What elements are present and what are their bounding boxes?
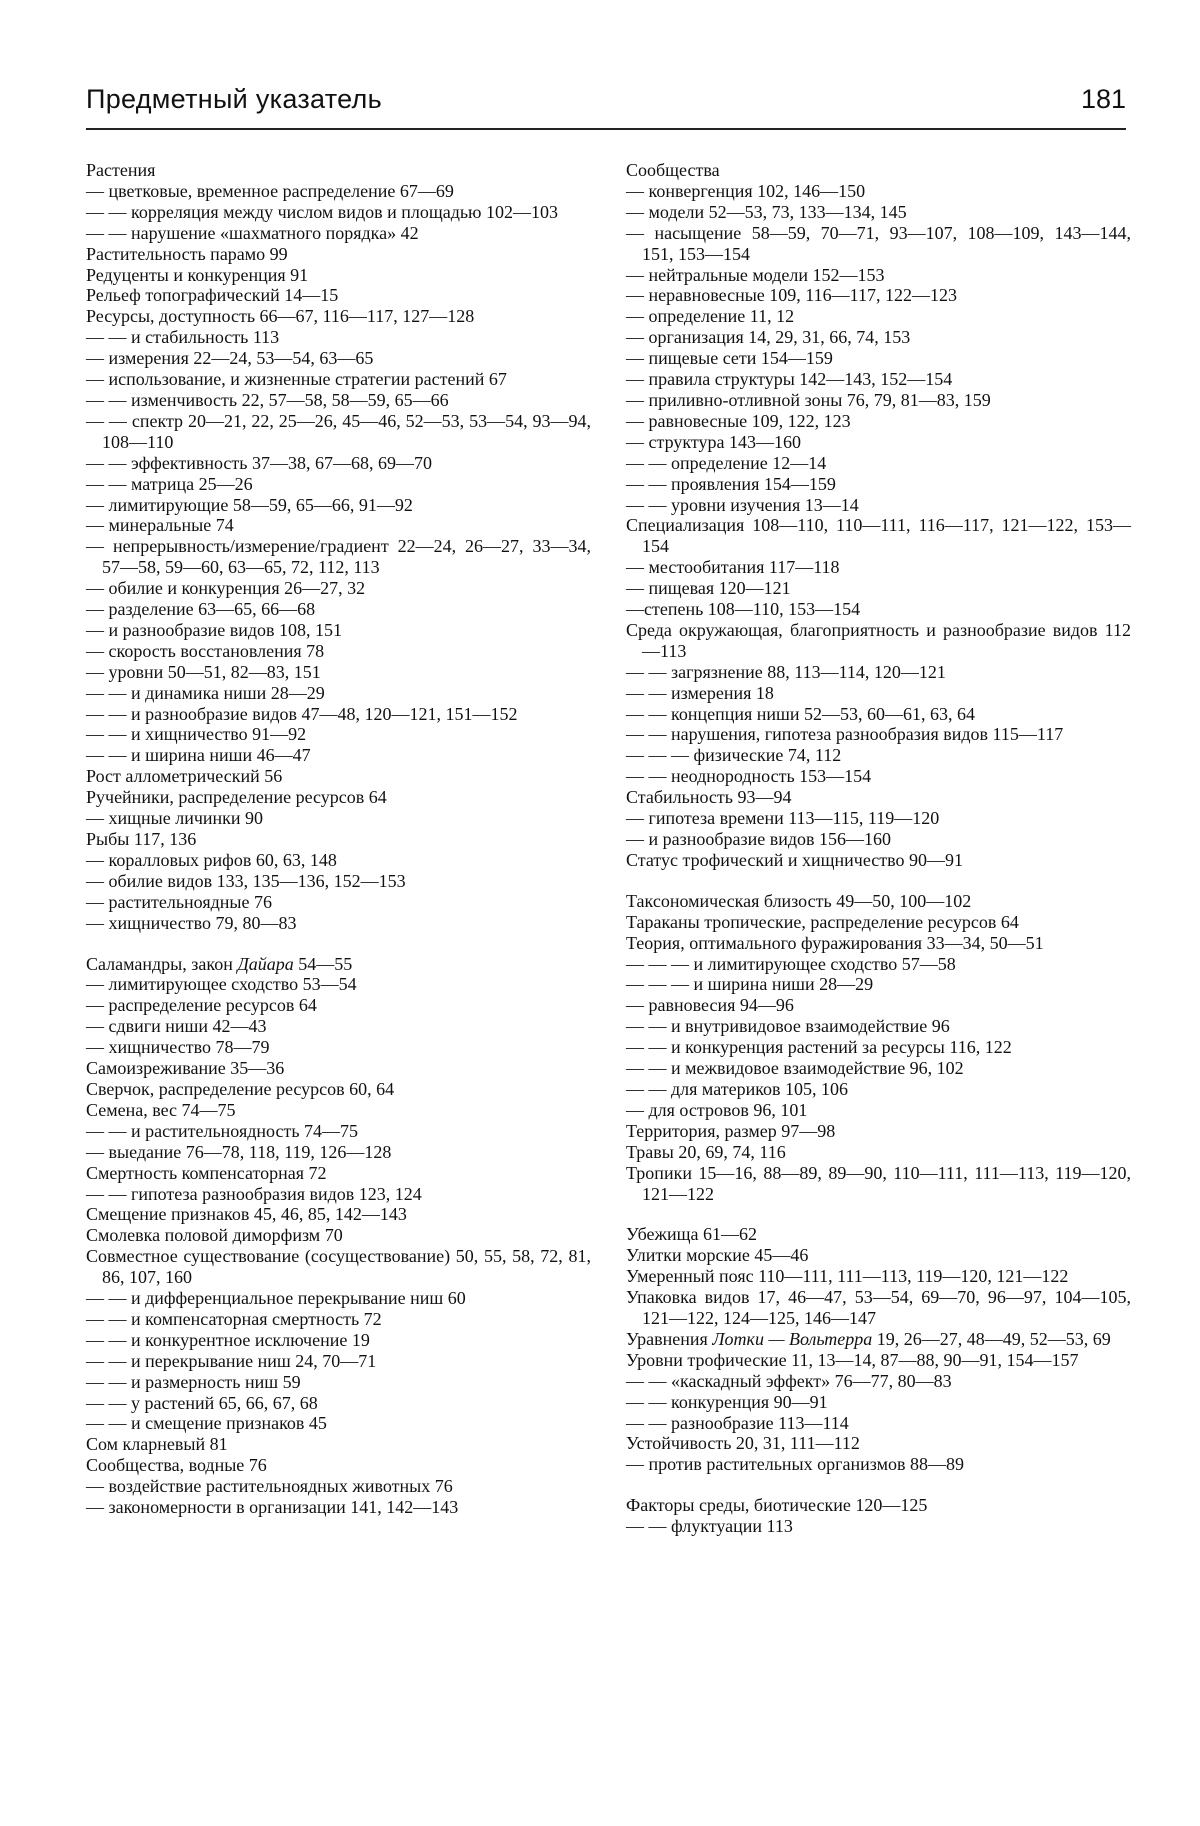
- entry-text: — — и растительноядность 74—75: [86, 1120, 359, 1141]
- index-entry: [626, 432, 1131, 453]
- entry-text: Сом кларневый 81: [86, 1434, 228, 1455]
- index-entry: [626, 850, 1131, 871]
- entry-text: — — эффективность 37—38, 67—68, 69—70: [86, 452, 432, 473]
- index-entry: [626, 348, 1131, 369]
- entry-text: — гипотеза времени 113—115, 119—120: [626, 808, 940, 829]
- entry-text: — выедание 76—78, 118, 119, 126—128: [86, 1141, 392, 1162]
- index-entry: [626, 1121, 1131, 1142]
- index-entry: [86, 766, 591, 787]
- entry-text: Таксономическая близость 49—50, 100—102: [626, 890, 972, 911]
- entry-text: — непрерывность/измерение/градиент 22—24, 26—27, 33—34, 57—58, 59—60, 63—65, 72, 112, 113: [86, 536, 591, 578]
- entry-text: — равновесия 94—96: [626, 995, 794, 1016]
- entry-text: — правила структуры 142—143, 152—154: [626, 369, 953, 390]
- index-entry: [626, 1079, 1131, 1100]
- entry-text: Умеренный пояс 110—111, 111—113, 119—120, 121—122: [626, 1266, 1069, 1287]
- entry-text: — лимитирующие 58—59, 65—66, 91—92: [86, 494, 413, 515]
- index-entry: [626, 829, 1131, 850]
- entry-text: — — измерения 18: [626, 682, 774, 703]
- entry-text: — — и внутривидовое взаимодействие 96: [626, 1016, 950, 1037]
- entry-text: — приливно-отливной зоны 76, 79, 81—83, 159: [626, 389, 991, 410]
- index-entry: [86, 495, 591, 516]
- index-entry: [626, 683, 1131, 704]
- entry-text: — растительноядные 76: [86, 891, 272, 912]
- entry-text: Специализация 108—110, 110—111, 116—117, 121—122, 153—154: [626, 515, 1131, 557]
- entry-text: Растения: [86, 160, 156, 180]
- entry-text: — и разнообразие видов 156—160: [626, 829, 892, 849]
- entry-text: — — нарушения, гипотеза разнообразия видов 115—117: [626, 724, 1064, 745]
- index-entry: [86, 348, 591, 369]
- index-entry: [86, 995, 591, 1016]
- index-entry: [86, 620, 591, 641]
- entry-text: Тараканы тропические, распределение ресурсов 64: [626, 911, 1019, 932]
- index-entry: [626, 306, 1131, 327]
- index-entry: [86, 390, 591, 411]
- entry-text: — — для материков 105, 106: [626, 1078, 849, 1099]
- index-entry: [626, 1224, 1131, 1245]
- index-entry: [626, 411, 1131, 432]
- index-entry: [626, 1433, 1131, 1454]
- index-entry: [86, 223, 591, 244]
- index-entry: [626, 1454, 1131, 1475]
- index-entry: [86, 641, 591, 662]
- entry-text: — — загрязнение 88, 113—114, 120—121: [626, 661, 946, 682]
- section-gap: [626, 1475, 1131, 1495]
- index-entry: [86, 1455, 591, 1476]
- entry-text: — обилие и конкуренция 26—27, 32: [86, 578, 366, 599]
- index-entry: [86, 1413, 591, 1434]
- index-entry: [86, 411, 591, 453]
- index-entry: [626, 974, 1131, 995]
- index-entry: [86, 1393, 591, 1414]
- index-entry: [626, 1371, 1131, 1392]
- index-entry: [626, 327, 1131, 348]
- entry-text: Семена, вес 74—75: [86, 1099, 236, 1120]
- entry-text: — — и компенсаторная смертность 72: [86, 1308, 382, 1329]
- index-entry: [86, 1288, 591, 1309]
- entry-text: Убежища 61—62: [626, 1224, 757, 1245]
- entry-text: Уравнения: [626, 1328, 713, 1349]
- page-header: [86, 84, 1126, 130]
- index-entry: [86, 1184, 591, 1205]
- index-entry: [86, 1058, 591, 1079]
- index-entry: [86, 515, 591, 536]
- index-entry: [86, 1163, 591, 1184]
- index-entry: [626, 620, 1131, 662]
- index-entry: [626, 1142, 1131, 1163]
- entry-text: — конвергенция 102, 146—150: [626, 180, 866, 201]
- entry-text: — — и хищничество 91—92: [86, 724, 307, 745]
- entry-text: — и разнообразие видов 108, 151: [86, 619, 343, 640]
- index-entry: [626, 578, 1131, 599]
- entry-text: — — и стабильность 113: [86, 327, 280, 348]
- entry-text: — закономерности в организации 141, 142—143: [86, 1497, 459, 1518]
- index-entry: [626, 662, 1131, 683]
- index-entry: [86, 1476, 591, 1497]
- index-entry: [626, 202, 1131, 223]
- index-column-left: [86, 160, 591, 1518]
- index-entry: [86, 265, 591, 286]
- entry-text: — минеральные 74: [86, 515, 234, 536]
- entry-text: — пищевые сети 154—159: [626, 348, 833, 369]
- entry-text: — — конкуренция 90—91: [626, 1391, 828, 1412]
- entry-text: — организация 14, 29, 31, 66, 74, 153: [626, 327, 911, 348]
- entry-text: Территория, размер 97—98: [626, 1120, 836, 1141]
- index-entry: [86, 745, 591, 766]
- index-entry: [86, 1225, 591, 1246]
- section-gap: [626, 871, 1131, 891]
- index-entry: [626, 704, 1131, 725]
- entry-text: — обилие видов 133, 135—136, 152—153: [86, 870, 406, 891]
- entry-text: Улитки морские 45—46: [626, 1245, 809, 1266]
- entry-text: — уровни 50—51, 82—83, 151: [86, 661, 321, 682]
- entry-text: — скорость восстановления 78: [86, 640, 325, 661]
- entry-text: — — и смещение признаков 45: [86, 1413, 327, 1434]
- index-entry: [626, 933, 1131, 954]
- entry-text: Самоизреживание 35—36: [86, 1058, 285, 1079]
- index-entry: [626, 181, 1131, 202]
- index-entry: [86, 244, 591, 265]
- index-entry: [626, 787, 1131, 808]
- entry-text: — — «каскадный эффект» 76—77, 80—83: [626, 1370, 952, 1391]
- index-entry: [86, 1497, 591, 1518]
- index-entry: [626, 766, 1131, 787]
- entry-text: Упаковка видов 17, 46—47, 53—54, 69—70, 96—97, 104—105, 121—122, 124—125, 146—147: [626, 1287, 1131, 1329]
- entry-text: — — — физические 74, 112: [626, 745, 842, 766]
- index-entry: [86, 1100, 591, 1121]
- index-entry: [626, 390, 1131, 411]
- index-entry: [626, 745, 1131, 766]
- index-entry: [86, 913, 591, 934]
- entry-text: — хищные личинки 90: [86, 808, 264, 829]
- entry-text: — модели 52—53, 73, 133—134, 145: [626, 201, 907, 222]
- index-entry: [86, 160, 591, 181]
- entry-text: — — и конкуренция растений за ресурсы 116, 122: [626, 1037, 1012, 1058]
- entry-text: Сообщества, водные 76: [86, 1455, 267, 1476]
- index-entry: [626, 474, 1131, 495]
- index-entry: [626, 1245, 1131, 1266]
- index-entry: [86, 1121, 591, 1142]
- entry-text: Совместное существование (сосуществование) 50, 55, 58, 72, 81, 86, 107, 160: [86, 1246, 591, 1288]
- entry-text: Устойчивость 20, 31, 111—112: [626, 1433, 860, 1454]
- entry-text: Рыбы 117, 136: [86, 829, 197, 849]
- index-entry: [86, 1330, 591, 1351]
- index-entry: [86, 1372, 591, 1393]
- index-entry: [86, 1246, 591, 1288]
- index-entry: [626, 223, 1131, 265]
- entry-italic-name: Дайара: [237, 953, 294, 974]
- entry-text: —степень 108—110, 153—154: [626, 599, 861, 620]
- index-entry: [626, 599, 1131, 620]
- entry-text: Саламандры, закон: [86, 953, 238, 974]
- entry-text: Факторы среды, биотические 120—125: [626, 1495, 928, 1516]
- index-column-right: [626, 160, 1131, 1537]
- entry-text: Рост аллометрический 56: [86, 766, 283, 787]
- index-entry: [86, 892, 591, 913]
- index-entry: [86, 181, 591, 202]
- entry-text: — структура 143—160: [626, 431, 801, 452]
- index-entry: [86, 662, 591, 683]
- entry-text: — коралловых рифов 60, 63, 148: [86, 849, 337, 870]
- entry-text: — — нарушение «шахматного порядка» 42: [86, 222, 419, 243]
- index-entry: [626, 1495, 1131, 1516]
- entry-text: Уровни трофические 11, 13—14, 87—88, 90—91, 154—157: [626, 1349, 1079, 1370]
- entry-text: — — матрица 25—26: [86, 473, 253, 494]
- index-entry: [626, 1058, 1131, 1079]
- entry-text: — — проявления 154—159: [626, 473, 836, 494]
- entry-text: — — определение 12—14: [626, 452, 827, 473]
- index-entry: [86, 1434, 591, 1455]
- index-entry: [626, 515, 1131, 557]
- index-entry: [86, 327, 591, 348]
- entry-text: — нейтральные модели 152—153: [626, 264, 885, 285]
- index-entry: [86, 474, 591, 495]
- index-entry: [86, 787, 591, 808]
- entry-text: Сверчок, распределение ресурсов 60, 64: [86, 1078, 395, 1099]
- entry-text: Растительность парамо 99: [86, 243, 288, 264]
- index-entry: [626, 1016, 1131, 1037]
- entry-text: Стабильность 93—94: [626, 787, 792, 808]
- index-entry: [86, 285, 591, 306]
- entry-text: — — и дифференциальное перекрывание ниш 60: [86, 1288, 466, 1309]
- entry-text: — — изменчивость 22, 57—58, 58—59, 65—66: [86, 389, 449, 410]
- index-entry: [86, 724, 591, 745]
- index-entry: [626, 1329, 1131, 1350]
- index-entry: [86, 954, 591, 975]
- entry-text: Статус трофический и хищничество 90—91: [626, 849, 963, 870]
- index-entry: [86, 369, 591, 390]
- entry-text: — — и размерность ниш 59: [86, 1371, 301, 1392]
- entry-text: — — корреляция между числом видов и площадью 102—103: [86, 201, 559, 222]
- index-entry: [626, 557, 1131, 578]
- index-entry: [86, 704, 591, 725]
- index-entry: [86, 1351, 591, 1372]
- entry-text: — — неоднородность 153—154: [626, 766, 872, 787]
- entry-text: Травы 20, 69, 74, 116: [626, 1141, 786, 1162]
- entry-text: — — концепция ниши 52—53, 60—61, 63, 64: [626, 703, 976, 724]
- index-entry: [626, 1266, 1131, 1287]
- index-entry: [86, 829, 591, 850]
- index-entry: [626, 369, 1131, 390]
- entry-text: — — и ширина ниши 46—47: [86, 745, 311, 766]
- entry-pages: 19, 26—27, 48—49, 52—53, 69: [872, 1328, 1111, 1349]
- entry-text: Сообщества: [626, 160, 720, 180]
- entry-text: — воздействие растительноядных животных 76: [86, 1476, 453, 1497]
- index-entry: [626, 160, 1131, 181]
- entry-text: — — спектр 20—21, 22, 25—26, 45—46, 52—53, 53—54, 93—94, 108—110: [86, 410, 591, 452]
- entry-text: — — флуктуации 113: [626, 1516, 793, 1537]
- entry-text: Смещение признаков 45, 46, 85, 142—143: [86, 1204, 407, 1225]
- index-entry: [626, 1516, 1131, 1537]
- entry-text: — хищничество 78—79: [86, 1037, 270, 1058]
- entry-text: — местообитания 117—118: [626, 557, 840, 578]
- entry-text: — — и перекрывание ниш 24, 70—71: [86, 1350, 377, 1371]
- entry-text: Теория, оптимального фуражирования 33—34, 50—51: [626, 932, 1044, 953]
- entry-text: — — — и ширина ниши 28—29: [626, 974, 874, 995]
- index-entry: [626, 1413, 1131, 1434]
- index-entry: [86, 850, 591, 871]
- index-entry: [626, 1100, 1131, 1121]
- entry-text: — — уровни изучения 13—14: [626, 494, 859, 515]
- entry-text: — хищничество 79, 80—83: [86, 912, 297, 933]
- entry-text: — равновесные 109, 122, 123: [626, 410, 851, 431]
- index-entry: [626, 1392, 1131, 1413]
- entry-text: — сдвиги ниши 42—43: [86, 1016, 267, 1037]
- index-entry: [86, 683, 591, 704]
- entry-text: — разделение 63—65, 66—68: [86, 599, 316, 620]
- entry-italic-name: Лотки — Вольтерра: [712, 1328, 873, 1349]
- index-entry: [626, 912, 1131, 933]
- entry-text: — лимитирующее сходство 53—54: [86, 974, 357, 995]
- index-entry: [86, 1142, 591, 1163]
- entry-text: — — и разнообразие видов 47—48, 120—121, 151—152: [86, 703, 518, 724]
- index-entry: [86, 1037, 591, 1058]
- index-entry: [626, 453, 1131, 474]
- entry-text: Ручейники, распределение ресурсов 64: [86, 787, 387, 808]
- index-entry: [86, 1016, 591, 1037]
- entry-text: — определение 11, 12: [626, 306, 795, 327]
- index-entry: [626, 495, 1131, 516]
- index-entry: [86, 1079, 591, 1100]
- entry-text: — — — и лимитирующее сходство 57—58: [626, 953, 956, 974]
- entry-text: Смолевка половой диморфизм 70: [86, 1225, 343, 1246]
- entry-text: Тропики 15—16, 88—89, 89—90, 110—111, 111—113, 119—120, 121—122: [626, 1162, 1131, 1204]
- index-entry: [86, 536, 591, 578]
- index-entry: [626, 1037, 1131, 1058]
- index-entry: [86, 578, 591, 599]
- index-entry: [626, 285, 1131, 306]
- index-entry: [86, 1309, 591, 1330]
- index-entry: [86, 202, 591, 223]
- entry-text: — пищевая 120—121: [626, 578, 791, 599]
- entry-text: — против растительных организмов 88—89: [626, 1454, 965, 1475]
- entry-text: — неравновесные 109, 116—117, 122—123: [626, 285, 957, 306]
- index-entry: [626, 1287, 1131, 1329]
- entry-text: — — и динамика ниши 28—29: [86, 682, 325, 703]
- index-entry: [86, 1204, 591, 1225]
- index-entry: [626, 995, 1131, 1016]
- index-entry: [86, 599, 591, 620]
- entry-text: Смертность компенсаторная 72: [86, 1162, 327, 1183]
- entry-text: — цветковые, временное распределение 67—69: [86, 180, 454, 201]
- entry-text: — измерения 22—24, 53—54, 63—65: [86, 348, 374, 369]
- index-entry: [626, 1163, 1131, 1205]
- index-entry: [626, 1350, 1131, 1371]
- entry-text: Ресурсы, доступность 66—67, 116—117, 127—128: [86, 306, 475, 327]
- index-entry: [86, 306, 591, 327]
- index-entry: [86, 974, 591, 995]
- section-gap: [626, 1204, 1131, 1224]
- page-number: 181: [1080, 84, 1126, 114]
- entry-text: Среда окружающая, благоприятность и разнообразие видов 112—113: [626, 619, 1131, 661]
- index-entry: [626, 724, 1131, 745]
- index-entry: [626, 891, 1131, 912]
- index-entry: [626, 265, 1131, 286]
- entry-text: — насыщение 58—59, 70—71, 93—107, 108—109, 143—144, 151, 153—154: [626, 222, 1131, 264]
- index-entry: [626, 954, 1131, 975]
- section-gap: [86, 934, 591, 954]
- entry-text: — — разнообразие 113—114: [626, 1412, 849, 1433]
- entry-text: — — гипотеза разнообразия видов 123, 124: [86, 1183, 422, 1204]
- entry-pages: 54—55: [293, 953, 353, 974]
- running-title: Предметный указатель: [86, 84, 382, 114]
- entry-text: — распределение ресурсов 64: [86, 995, 317, 1016]
- entry-text: — — и конкурентное исключение 19: [86, 1329, 370, 1350]
- index-entry: [86, 453, 591, 474]
- index-entry: [86, 808, 591, 829]
- entry-text: — — и межвидовое взаимодействие 96, 102: [626, 1058, 964, 1079]
- entry-text: — использование, и жизненные стратегии растений 67: [86, 369, 507, 390]
- entry-text: — — у растений 65, 66, 67, 68: [86, 1392, 318, 1413]
- index-entry: [86, 871, 591, 892]
- index-entry: [626, 808, 1131, 829]
- entry-text: — для островов 96, 101: [626, 1099, 808, 1120]
- entry-text: Рельеф топографический 14—15: [86, 285, 339, 306]
- entry-text: Редуценты и конкуренция 91: [86, 264, 309, 285]
